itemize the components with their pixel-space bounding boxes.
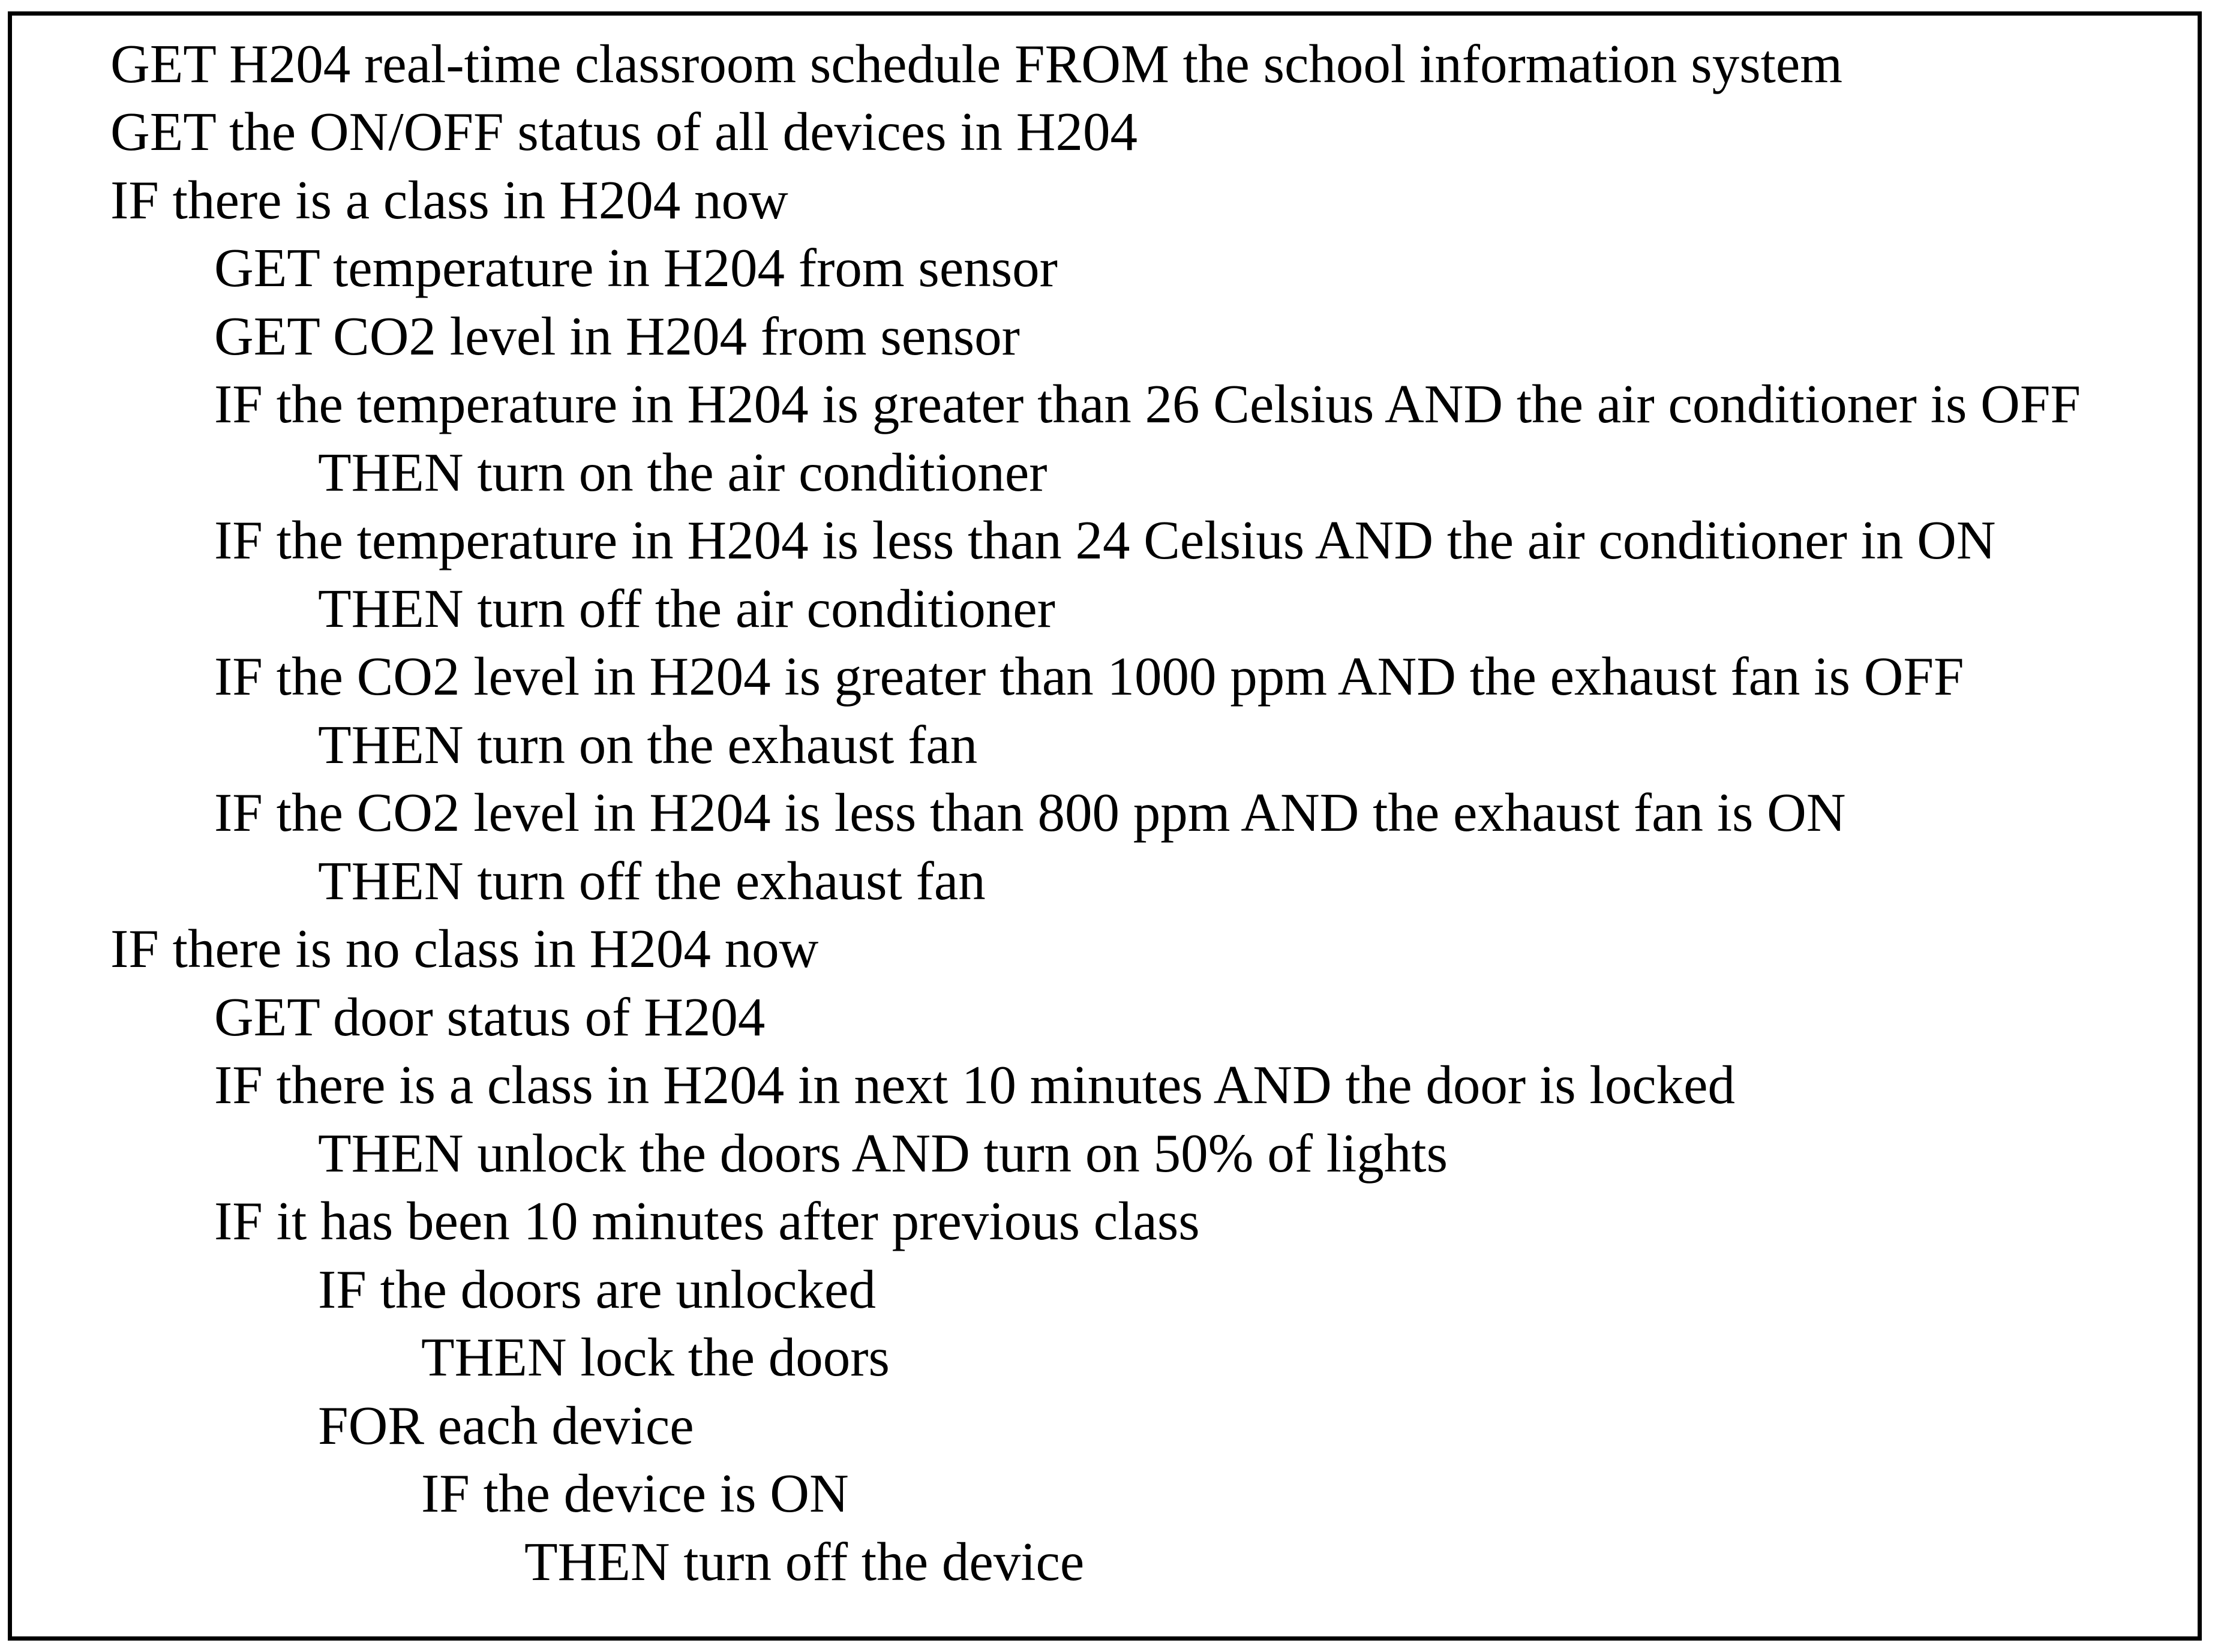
line-text: IF the temperature in H204 is less than 24 Celsius AND the air conditioner in ON [214, 510, 1996, 570]
line-text: IF the device is ON [421, 1463, 849, 1524]
line-text: THEN unlock the doors AND turn on 50% of lights [318, 1122, 1448, 1184]
pseudocode-line-turn-off-device [0, 1528, 2215, 1596]
pseudocode-line-if-doors-unlocked [0, 1255, 2215, 1324]
line-text: IF the CO2 level in H204 is greater than 1000 ppm AND the exhaust fan is OFF [214, 646, 1964, 707]
pseudocode-line-get-door-status [0, 983, 2215, 1052]
pseudocode-line-fan-off [0, 847, 2215, 915]
line-text: IF the temperature in H204 is greater than 26 Celsius AND the air conditioner is OFF [214, 374, 2081, 434]
pseudocode-line-if-after-class [0, 1187, 2215, 1255]
pseudocode-line-if-temp-high [0, 370, 2215, 438]
line-text: IF the doors are unlocked [318, 1258, 876, 1320]
pseudocode-line-if-device-on [0, 1459, 2215, 1528]
line-text: GET door status of H204 [214, 986, 766, 1047]
pseudocode-line-get-temperature [0, 234, 2215, 302]
line-text: THEN turn off the exhaust fan [318, 850, 986, 911]
line-text: FOR each device [318, 1395, 694, 1456]
pseudocode-line-if-co2-high [0, 642, 2215, 711]
pseudocode-line-if-co2-low [0, 779, 2215, 847]
pseudocode-line-unlock-and-lights [0, 1119, 2215, 1188]
pseudocode-line-ac-on [0, 438, 2215, 507]
pseudocode-line-fan-on [0, 711, 2215, 779]
pseudocode-line-ac-off [0, 575, 2215, 643]
line-text: IF it has been 10 minutes after previous class [214, 1191, 1200, 1251]
line-text: IF there is no class in H204 now [110, 918, 819, 979]
pseudocode-line-get-device-status [0, 98, 2215, 166]
pseudocode-line-for-each-device [0, 1392, 2215, 1460]
line-text: THEN turn off the device [524, 1531, 1085, 1592]
line-text: THEN turn on the air conditioner [318, 441, 1048, 503]
line-text: GET the ON/OFF status of all devices in H204 [110, 101, 1137, 162]
pseudocode-line-if-no-class [0, 915, 2215, 983]
line-text: THEN lock the doors [421, 1327, 890, 1387]
line-text: THEN turn off the air conditioner [318, 578, 1055, 639]
line-text: IF the CO2 level in H204 is less than 800 ppm AND the exhaust fan is ON [214, 782, 1846, 843]
pseudocode-line-get-co2 [0, 302, 2215, 371]
pseudocode-line-if-class-now [0, 166, 2215, 235]
line-text: THEN turn on the exhaust fan [318, 714, 978, 775]
pseudocode-line-lock-doors [0, 1323, 2215, 1392]
pseudocode-line-if-class-soon [0, 1051, 2215, 1119]
pseudocode-line-get-schedule [0, 30, 2215, 98]
pseudocode-block [0, 30, 2215, 1596]
line-text: GET H204 real-time classroom schedule FROM the school information system [110, 33, 1843, 94]
line-text: IF there is a class in H204 in next 10 minutes AND the door is locked [214, 1055, 1735, 1115]
line-text: IF there is a class in H204 now [110, 169, 788, 230]
pseudocode-line-if-temp-low [0, 506, 2215, 575]
line-text: GET CO2 level in H204 from sensor [214, 305, 1020, 367]
line-text: GET temperature in H204 from sensor [214, 238, 1058, 298]
